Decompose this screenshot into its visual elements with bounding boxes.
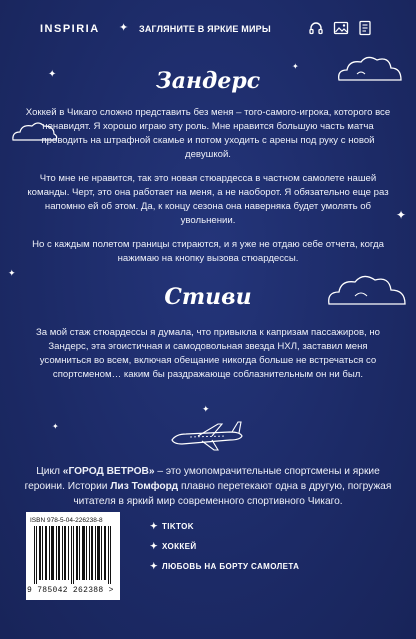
tagline: ЗАГЛЯНИТЕ В ЯРКИЕ МИРЫ: [139, 24, 271, 34]
sparkle-icon: ✦: [150, 561, 158, 571]
publisher-logo: INSPIRIA: [40, 23, 100, 35]
cloud-icon: [335, 52, 405, 84]
feature-item: ✦ ЛЮБОВЬ НА БОРТУ САМОЛЕТА: [150, 561, 300, 571]
sparkle-icon: ✦: [202, 404, 210, 414]
sparkle-icon: ✦: [150, 521, 158, 531]
sparkle-icon: ✦: [292, 62, 299, 71]
cloud-icon: [325, 270, 410, 310]
author-name: Лиз Томфорд: [110, 481, 179, 492]
series-name: «ГОРОД ВЕТРОВ»: [62, 466, 155, 477]
barcode-icon: [30, 526, 116, 584]
image-icon: [333, 20, 349, 36]
paragraph: За мой стаж стюардессы я думала, что привыкла к капризам пассажиров, но Зандерс, эта эгоистичная и самодовольная звезда НХЛ, заставил меня усомниться во всем, включая обещание никогда больше не встречаться со спортсменом… каким бы раздражающе соблазнительным он ни был.: [35, 327, 381, 380]
paragraph: Что мне не нравится, так это новая стюардесса в частном самолете нашей команды. Черт, это она работает на меня, а не наоборот. Я обязательно еще раз напомню ей об этом. Да, к концу сезона она наверняка будет умолять об увольнении.: [27, 173, 389, 226]
headphones-icon: [308, 20, 324, 36]
top-bar: [0, 0, 416, 40]
feature-item: ✦ ХОККЕЙ: [150, 541, 197, 551]
sparkle-icon: ✦: [52, 422, 59, 431]
feature-item: ✦ TIKTOK: [150, 521, 194, 531]
sparkle-icon: ✦: [8, 268, 16, 278]
sparkle-icon: ✦: [48, 69, 57, 80]
sparkle-icon: ✦: [119, 22, 129, 34]
section-heading-stevie: Стиви: [164, 284, 252, 310]
isbn-digits: 9 785042 262388 >: [27, 586, 114, 595]
sparkle-icon: ✦: [150, 541, 158, 551]
sparkle-icon: ✦: [396, 208, 407, 222]
airplane-icon: [168, 418, 246, 454]
paragraph: Хоккей в Чикаго сложно представить без меня – того-самого-игрока, которого все ненавидят. Я хорошо играю эту роль. Мне нравится большую часть матча проводить на штрафной скамье и потом уходить с арены под руку с новой девушкой.: [25, 107, 391, 160]
isbn-barcode: [26, 512, 120, 600]
paragraph: Но с каждым полетом границы стираются, и я уже не отдаю себе отчета, когда нажимаю на кнопку вызова стюардессы.: [32, 239, 384, 264]
book-icon: [357, 20, 373, 36]
isbn-label: ISBN 978-5-04-226238-8: [30, 517, 103, 524]
series-description: Цикл «ГОРОД ВЕТРОВ» – это умопомрачительные спортсмены и яркие героини. Истории Лиз Томфорд плавно перетекают одна в другую, погружая читателя в яркий мир современного спортивного Чикаго.: [24, 466, 392, 507]
section-heading-zanders: Зандерс: [155, 68, 261, 94]
